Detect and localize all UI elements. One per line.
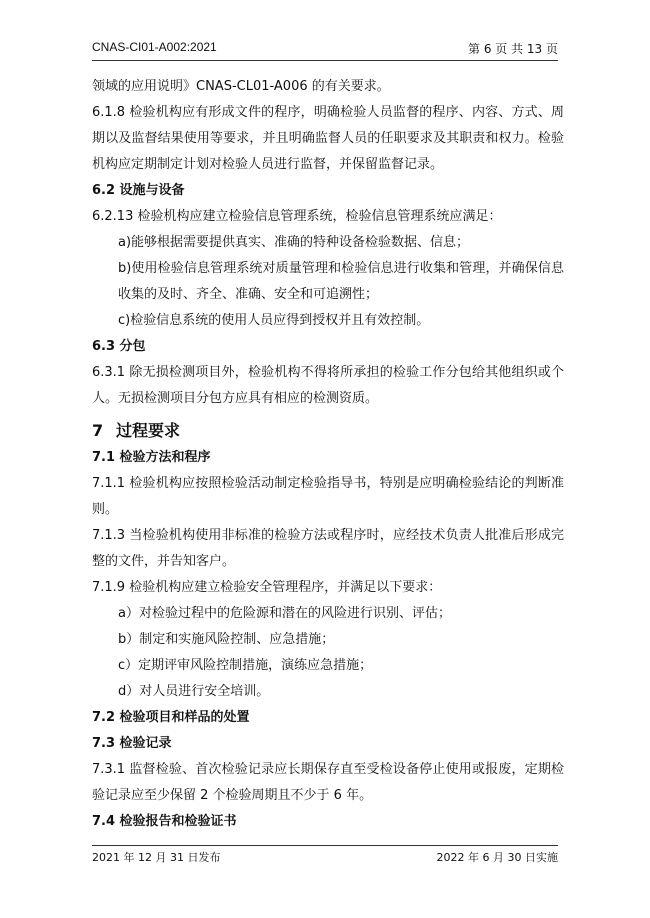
page-footer xyxy=(92,849,558,867)
paragraph-continuation: 领域的应用说明》CNAS-CL01-A006 的有关要求。 xyxy=(92,79,390,94)
section-heading-6-2: 6.2 设施与设备 xyxy=(92,183,185,198)
clause-6-3-1: 6.3.1 除无损检测项目外，检验机构不得将所承担的检验工作分包给其他组织或个人。无损检测项目分包方应具有相应的检测资质。 xyxy=(92,365,564,406)
clause-7-1-3: 7.1.3 当检验机构使用非标准的检验方法或程序时，应经技术负责人批准后形成完整的文件，并告知客户。 xyxy=(92,528,564,569)
section-heading-7-3: 7.3 检验记录 xyxy=(92,736,172,751)
header-rule xyxy=(92,60,558,61)
clause-7-1-1: 7.1.1 检验机构应按照检验活动制定检验指导书，特别是应明确检验结论的判断准则。 xyxy=(92,476,564,517)
section-heading-7-1: 7.1 检验方法和程序 xyxy=(92,450,211,465)
list-item: d）对人员进行安全培训。 xyxy=(118,684,270,699)
section-heading-6-3: 6.3 分包 xyxy=(92,339,146,354)
page-header xyxy=(92,40,558,60)
list-item: b）制定和实施风险控制、应急措施； xyxy=(118,632,335,647)
document-code: CNAS-CI01-A002:2021 xyxy=(92,40,217,54)
clause-7-3-1: 7.3.1 监督检验、首次检验记录应长期保存直至受检设备停止使用或报废，定期检验记录应至少保留 2 个检验周期且不少于 6 年。 xyxy=(92,762,564,803)
chapter-heading-7 xyxy=(92,420,564,442)
clause-6-2-13: 6.2.13 检验机构应建立检验信息管理系统，检验信息管理系统应满足： xyxy=(92,209,502,224)
page-number: 第 6 页 共 13 页 xyxy=(468,42,558,56)
list-item: b)使用检验信息管理系统对质量管理和检验信息进行收集和管理，并确保信息收集的及时、齐全、准确、安全和可追溯性； xyxy=(118,261,564,302)
list-item: a)能够根据需要提供真实、准确的特种设备检验数据、信息； xyxy=(118,235,470,250)
effective-date: 2022 年 6 月 30 日实施 xyxy=(436,851,558,864)
list-item: a）对检验过程中的危险源和潜在的风险进行识别、评估； xyxy=(118,606,451,621)
list-item: c）定期评审风险控制措施，演练应急措施； xyxy=(118,658,373,673)
section-heading-7-4: 7.4 检验报告和检验证书 xyxy=(92,814,237,829)
footer-rule xyxy=(92,845,558,846)
section-heading-7-2: 7.2 检验项目和样品的处置 xyxy=(92,710,250,725)
clause-6-1-8: 6.1.8 检验机构应有形成文件的程序，明确检验人员监督的程序、内容、方式、周期以及监督结果使用等要求，并且明确监督人员的任职要求及其职责和权力。检验机构应定期制定计划对检验人员进行监督，并保留监督记录。 xyxy=(92,105,564,172)
issue-date: 2021 年 12 月 31 日发布 xyxy=(92,851,221,864)
clause-7-1-9: 7.1.9 检验机构应建立检验安全管理程序，并满足以下要求： xyxy=(92,580,442,595)
list-item: c)检验信息系统的使用人员应得到授权并且有效控制。 xyxy=(118,313,430,328)
chapter-number: 7 xyxy=(92,421,104,440)
document-body xyxy=(92,74,564,835)
chapter-title: 过程要求 xyxy=(116,421,181,440)
